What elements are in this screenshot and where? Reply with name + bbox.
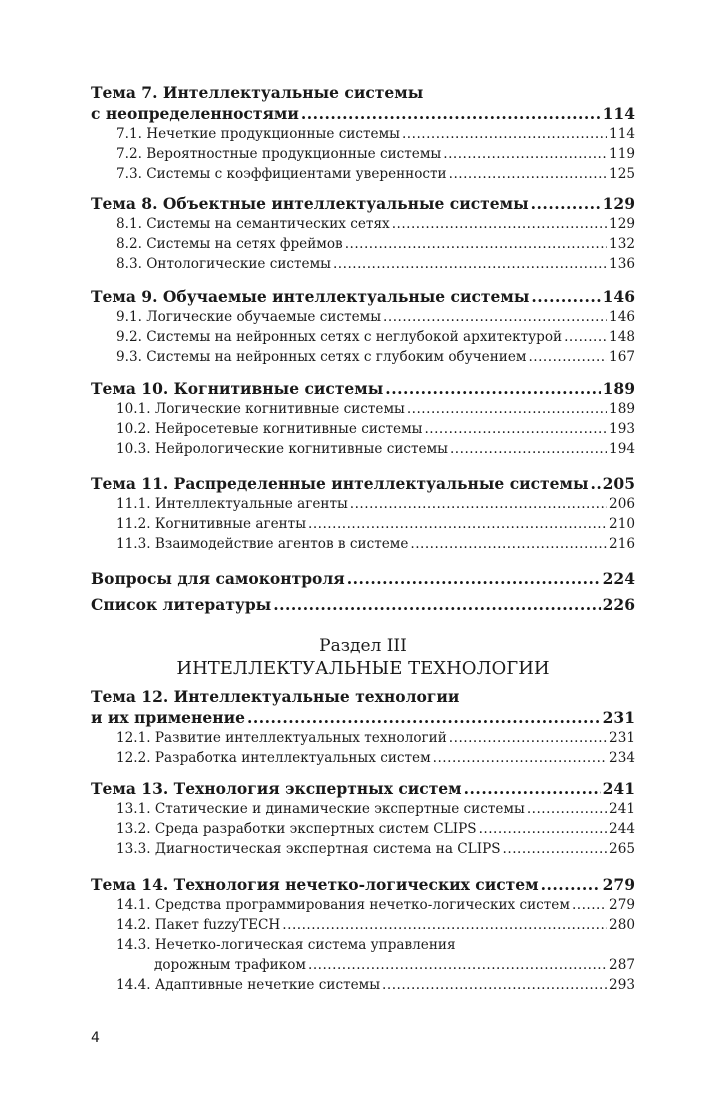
dot-leader — [479, 819, 607, 839]
subtopic-text: 11.3. Взаимодействие агентов в системе — [116, 536, 409, 552]
page-ref: 114 — [609, 126, 635, 142]
topic-title-text: Тема 14. Технология нечетко-логических систем — [91, 875, 539, 894]
page-ref: 189 — [609, 401, 635, 417]
topic-title-text: Тема 10. Когнитивные системы — [91, 379, 384, 398]
dot-leader — [410, 534, 607, 554]
topic-title-row[interactable] — [91, 874, 635, 895]
subtopic-row[interactable] — [91, 144, 635, 164]
dot-leader — [308, 955, 607, 975]
page-ref: 114 — [602, 104, 635, 123]
page-ref: 231 — [609, 730, 635, 746]
subtopic-text: 9.1. Логические обучаемые системы — [116, 309, 382, 325]
dot-leader — [591, 473, 601, 494]
page-ref: 241 — [602, 779, 635, 798]
section-title: ИНТЕЛЛЕКТУАЛЬНЫЕ ТЕХНОЛОГИИ — [176, 658, 550, 679]
dot-leader — [382, 975, 607, 995]
subtopic-text-line: 14.3. Нечетко-логическая система управления — [116, 937, 456, 953]
topic-13 — [91, 778, 635, 859]
topic-title-text: Тема 11. Распределенные интеллектуальные системы — [91, 474, 589, 493]
subtopic-text: 8.3. Онтологические системы — [116, 256, 331, 272]
subtopic-text: 12.1. Развитие интеллектуальных технологий — [116, 730, 447, 746]
subtopic-row[interactable] — [91, 975, 635, 995]
page-ref: 129 — [602, 194, 635, 213]
page-ref: 234 — [609, 750, 635, 766]
page-ref: 226 — [602, 595, 635, 614]
dot-leader — [385, 378, 600, 399]
subtopic-row[interactable] — [91, 419, 635, 439]
extras — [91, 568, 635, 615]
topic-11 — [91, 473, 635, 554]
topic-title-line: Тема 12. Интеллектуальные технологии — [91, 687, 460, 706]
topic-title-line: Тема 7. Интеллектуальные системы — [91, 83, 424, 102]
page-ref: 279 — [609, 897, 635, 913]
topic-9 — [91, 286, 635, 367]
topic-7 — [91, 82, 635, 184]
topic-title-row[interactable] — [91, 707, 635, 728]
dot-leader — [308, 514, 607, 534]
subtopic-text: 13.1. Статические и динамические экспертные системы — [116, 801, 525, 817]
subtopic-row[interactable] — [91, 124, 635, 144]
subtopic-text: 8.2. Системы на сетях фреймов — [116, 236, 343, 252]
page-ref: 244 — [609, 821, 635, 837]
topic-10 — [91, 378, 635, 459]
topic-title-text: Тема 8. Объектные интеллектуальные системы — [91, 194, 529, 213]
page-ref: 231 — [602, 708, 635, 727]
dot-leader — [450, 439, 607, 459]
dot-leader — [273, 594, 600, 615]
page-ref: 241 — [609, 801, 635, 817]
page-ref: 265 — [609, 841, 635, 857]
page-ref: 293 — [609, 977, 635, 993]
subtopic-row[interactable] — [91, 799, 635, 819]
page-ref: 136 — [609, 256, 635, 272]
entry-text: Список литературы — [91, 595, 272, 614]
dot-leader — [449, 728, 607, 748]
dot-leader — [443, 144, 607, 164]
subtopic-row[interactable] — [91, 234, 635, 254]
dot-leader — [564, 327, 607, 347]
page-ref: 205 — [602, 474, 635, 493]
page-ref: 189 — [602, 379, 635, 398]
dot-leader — [433, 748, 607, 768]
subtopic-row[interactable] — [91, 399, 635, 419]
dot-leader — [464, 778, 601, 799]
topic-title-text: Тема 13. Технология экспертных систем — [91, 779, 462, 798]
subtopic-row[interactable] — [91, 955, 635, 975]
dot-leader — [350, 494, 607, 514]
dot-leader — [527, 799, 607, 819]
subtopic-text: 14.1. Средства программирования нечетко-логических систем — [116, 897, 570, 913]
dot-leader — [247, 707, 601, 728]
dot-leader — [449, 164, 607, 184]
subtopic-row[interactable] — [91, 839, 635, 859]
subtopic-row[interactable] — [91, 748, 635, 768]
topic-title-text: Тема 9. Обучаемые интеллектуальные системы — [91, 287, 530, 306]
subtopic-row[interactable] — [91, 915, 635, 935]
subtopic-text: 7.1. Нечеткие продукционные системы — [116, 126, 400, 142]
subtopic-text: 11.2. Когнитивные агенты — [116, 516, 307, 532]
subtopic-text: 10.3. Нейрологические когнитивные системы — [116, 441, 448, 457]
subtopic-row[interactable] — [91, 307, 635, 327]
topic-title-text: с неопределенностями — [91, 104, 299, 123]
topic-title-text: и их применение — [91, 708, 245, 727]
page-ref: 206 — [609, 496, 635, 512]
dot-leader — [407, 399, 607, 419]
dot-leader — [345, 234, 607, 254]
dot-leader — [424, 419, 607, 439]
subtopic-row[interactable] — [91, 254, 635, 274]
page-ref: 216 — [609, 536, 635, 552]
section-number: Раздел III — [319, 636, 407, 656]
subtopic-row[interactable] — [91, 534, 635, 554]
subtopic-text: 12.2. Разработка интеллектуальных систем — [116, 750, 431, 766]
dot-leader — [301, 103, 601, 124]
subtopic-row[interactable] — [91, 494, 635, 514]
page-ref: 280 — [609, 917, 635, 933]
entry-text: Вопросы для самоконтроля — [91, 569, 345, 588]
topic-title-row[interactable] — [91, 473, 635, 494]
subtopic-text: дорожным трафиком — [154, 957, 307, 973]
page-ref: 193 — [609, 421, 635, 437]
subtopic-text: 11.1. Интеллектуальные агенты — [116, 496, 348, 512]
page-ref: 287 — [609, 957, 635, 973]
subtopic-row[interactable] — [91, 214, 635, 234]
topic-14 — [91, 874, 635, 995]
subtopic-text: 8.1. Системы на семантических сетях — [116, 216, 390, 232]
page-ref: 146 — [609, 309, 635, 325]
toc-entry-row[interactable] — [91, 568, 635, 589]
subtopic-row[interactable] — [91, 164, 635, 184]
subtopic-text: 14.2. Пакет fuzzyTECH — [116, 917, 281, 933]
topic-title-row[interactable] — [91, 103, 635, 124]
dot-leader — [531, 193, 601, 214]
topic-title-row[interactable] — [91, 378, 635, 399]
subtopic-text: 14.4. Адаптивные нечеткие системы — [116, 977, 381, 993]
dot-leader — [528, 347, 607, 367]
topic-8 — [91, 193, 635, 274]
subtopic-row[interactable] — [91, 347, 635, 367]
page-ref: 194 — [609, 441, 635, 457]
subtopic-row[interactable] — [91, 819, 635, 839]
page-ref: 279 — [602, 875, 635, 894]
subtopic-text: 9.2. Системы на нейронных сетях с неглубокой архитектурой — [116, 329, 563, 345]
dot-leader — [503, 839, 608, 859]
subtopic-row[interactable] — [91, 895, 635, 915]
toc-entry-row[interactable] — [91, 594, 635, 615]
subtopic-text: 7.3. Системы с коэффициентами уверенности — [116, 166, 447, 182]
subtopic-text: 10.2. Нейросетевые когнитивные системы — [116, 421, 423, 437]
topic-title-row[interactable] — [91, 193, 635, 214]
dot-leader — [392, 214, 607, 234]
page-ref: 224 — [602, 569, 635, 588]
page-ref: 132 — [609, 236, 635, 252]
dot-leader — [402, 124, 607, 144]
subtopic-text: 13.2. Среда разработки экспертных систем CLIPS — [116, 821, 477, 837]
dot-leader — [383, 307, 607, 327]
dot-leader — [333, 254, 607, 274]
dot-leader — [347, 568, 601, 589]
topic-title-row[interactable] — [91, 286, 635, 307]
page-number: 4 — [91, 1030, 100, 1046]
dot-leader — [531, 286, 600, 307]
dot-leader — [282, 915, 607, 935]
page-ref: 148 — [609, 329, 635, 345]
dot-leader — [572, 895, 607, 915]
subtopic-row[interactable] — [91, 728, 635, 748]
page-ref: 129 — [609, 216, 635, 232]
page-ref: 167 — [609, 349, 635, 365]
subtopic-text: 7.2. Вероятностные продукционные системы — [116, 146, 442, 162]
page-ref: 210 — [609, 516, 635, 532]
subtopic-row[interactable] — [91, 439, 635, 459]
subtopic-row[interactable] — [91, 514, 635, 534]
page-ref: 125 — [609, 166, 635, 182]
topic-12 — [91, 686, 635, 768]
subtopic-text: 10.1. Логические когнитивные системы — [116, 401, 405, 417]
section-heading — [91, 635, 635, 681]
subtopic-row[interactable] — [91, 327, 635, 347]
subtopic-text: 9.3. Системы на нейронных сетях с глубоким обучением — [116, 349, 527, 365]
dot-leader — [541, 874, 601, 895]
page-ref: 119 — [609, 146, 635, 162]
page-ref: 146 — [602, 287, 635, 306]
subtopic-text: 13.3. Диагностическая экспертная система на CLIPS — [116, 841, 501, 857]
topic-title-row[interactable] — [91, 778, 635, 799]
